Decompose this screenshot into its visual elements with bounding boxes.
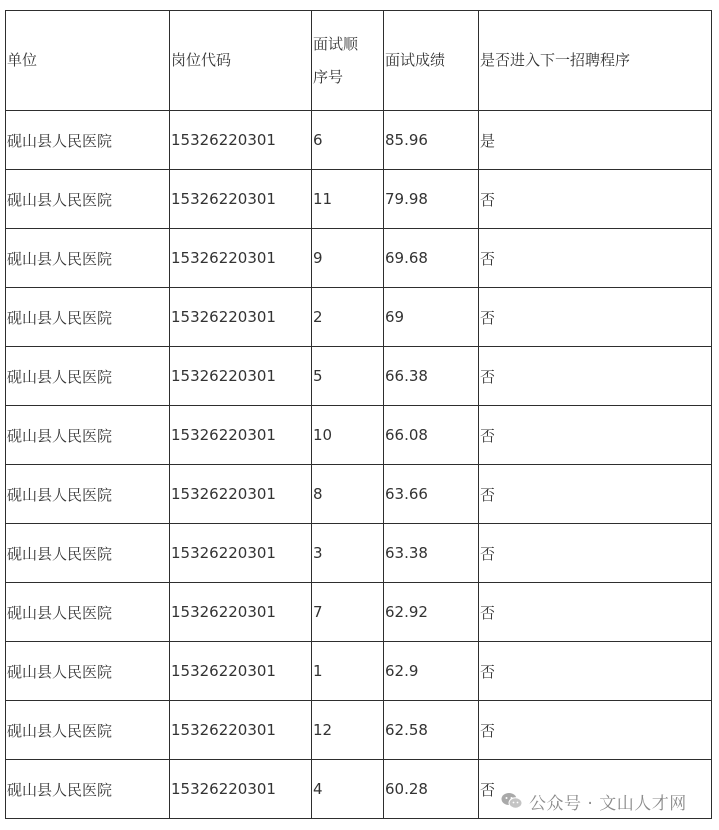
cell-interview-order: 1 xyxy=(312,642,384,701)
cell-interview-order: 7 xyxy=(312,583,384,642)
cell-interview-score: 62.92 xyxy=(384,583,479,642)
wechat-official-account-icon xyxy=(501,792,523,810)
table-row xyxy=(6,406,712,465)
cell-interview-order: 6 xyxy=(312,111,384,170)
table-row xyxy=(6,701,712,760)
table-row xyxy=(6,642,712,701)
cell-interview-score: 63.38 xyxy=(384,524,479,583)
header-interview-order xyxy=(312,11,384,111)
header-next-stage: 是否进入下一招聘程序 xyxy=(479,11,712,111)
wechat-watermark xyxy=(497,787,691,815)
table-body xyxy=(6,111,712,819)
cell-interview-score: 66.08 xyxy=(384,406,479,465)
interview-results-table xyxy=(5,10,712,819)
header-interview-score: 面试成绩 xyxy=(384,11,479,111)
cell-next-stage: 否 xyxy=(479,524,712,583)
cell-unit: 砚山县人民医院 xyxy=(6,406,170,465)
cell-position-code: 15326220301 xyxy=(170,229,312,288)
cell-next-stage: 否 xyxy=(479,583,712,642)
cell-unit: 砚山县人民医院 xyxy=(6,583,170,642)
header-position-code: 岗位代码 xyxy=(170,11,312,111)
cell-interview-score: 69.68 xyxy=(384,229,479,288)
table-row xyxy=(6,288,712,347)
cell-interview-score: 69 xyxy=(384,288,479,347)
cell-next-stage: 否 xyxy=(479,642,712,701)
cell-interview-score: 85.96 xyxy=(384,111,479,170)
cell-position-code: 15326220301 xyxy=(170,288,312,347)
cell-interview-order: 8 xyxy=(312,465,384,524)
cell-interview-order: 12 xyxy=(312,701,384,760)
header-interview-order-label: 面试顺序号 xyxy=(313,34,359,86)
cell-interview-score: 62.9 xyxy=(384,642,479,701)
table-row xyxy=(6,583,712,642)
cell-next-stage: 否 xyxy=(479,347,712,406)
cell-unit: 砚山县人民医院 xyxy=(6,524,170,583)
cell-unit: 砚山县人民医院 xyxy=(6,229,170,288)
cell-interview-order: 3 xyxy=(312,524,384,583)
table-row xyxy=(6,524,712,583)
results-sheet xyxy=(5,10,712,819)
cell-unit: 砚山县人民医院 xyxy=(6,701,170,760)
cell-interview-order: 4 xyxy=(312,760,384,819)
cell-position-code: 15326220301 xyxy=(170,111,312,170)
cell-interview-score: 62.58 xyxy=(384,701,479,760)
cell-position-code: 15326220301 xyxy=(170,465,312,524)
cell-interview-score: 79.98 xyxy=(384,170,479,229)
cell-unit: 砚山县人民医院 xyxy=(6,465,170,524)
cell-next-stage: 否 xyxy=(479,760,712,819)
cell-unit: 砚山县人民医院 xyxy=(6,760,170,819)
cell-interview-order: 10 xyxy=(312,406,384,465)
cell-unit: 砚山县人民医院 xyxy=(6,347,170,406)
cell-unit: 砚山县人民医院 xyxy=(6,170,170,229)
cell-next-stage: 是 xyxy=(479,111,712,170)
table-row xyxy=(6,229,712,288)
cell-position-code: 15326220301 xyxy=(170,170,312,229)
cell-interview-order: 5 xyxy=(312,347,384,406)
cell-position-code: 15326220301 xyxy=(170,347,312,406)
table-row xyxy=(6,465,712,524)
cell-interview-score: 63.66 xyxy=(384,465,479,524)
cell-next-stage: 否 xyxy=(479,406,712,465)
cell-interview-order: 11 xyxy=(312,170,384,229)
cell-interview-score: 60.28 xyxy=(384,760,479,819)
cell-next-stage: 否 xyxy=(479,701,712,760)
cell-position-code: 15326220301 xyxy=(170,642,312,701)
table-row xyxy=(6,111,712,170)
cell-interview-order: 9 xyxy=(312,229,384,288)
watermark-text: 公众号 · 文山人才网 xyxy=(529,793,687,814)
cell-next-stage: 否 xyxy=(479,229,712,288)
table-header xyxy=(6,11,712,111)
cell-interview-order: 2 xyxy=(312,288,384,347)
cell-interview-score: 66.38 xyxy=(384,347,479,406)
cell-position-code: 15326220301 xyxy=(170,524,312,583)
cell-position-code: 15326220301 xyxy=(170,406,312,465)
cell-unit: 砚山县人民医院 xyxy=(6,288,170,347)
header-unit: 单位 xyxy=(6,11,170,111)
header-row xyxy=(6,11,712,111)
cell-next-stage: 否 xyxy=(479,465,712,524)
table-row xyxy=(6,170,712,229)
cell-next-stage: 否 xyxy=(479,288,712,347)
cell-unit: 砚山县人民医院 xyxy=(6,111,170,170)
cell-position-code: 15326220301 xyxy=(170,583,312,642)
cell-next-stage: 否 xyxy=(479,170,712,229)
cell-position-code: 15326220301 xyxy=(170,701,312,760)
cell-unit: 砚山县人民医院 xyxy=(6,642,170,701)
cell-position-code: 15326220301 xyxy=(170,760,312,819)
table-row xyxy=(6,347,712,406)
